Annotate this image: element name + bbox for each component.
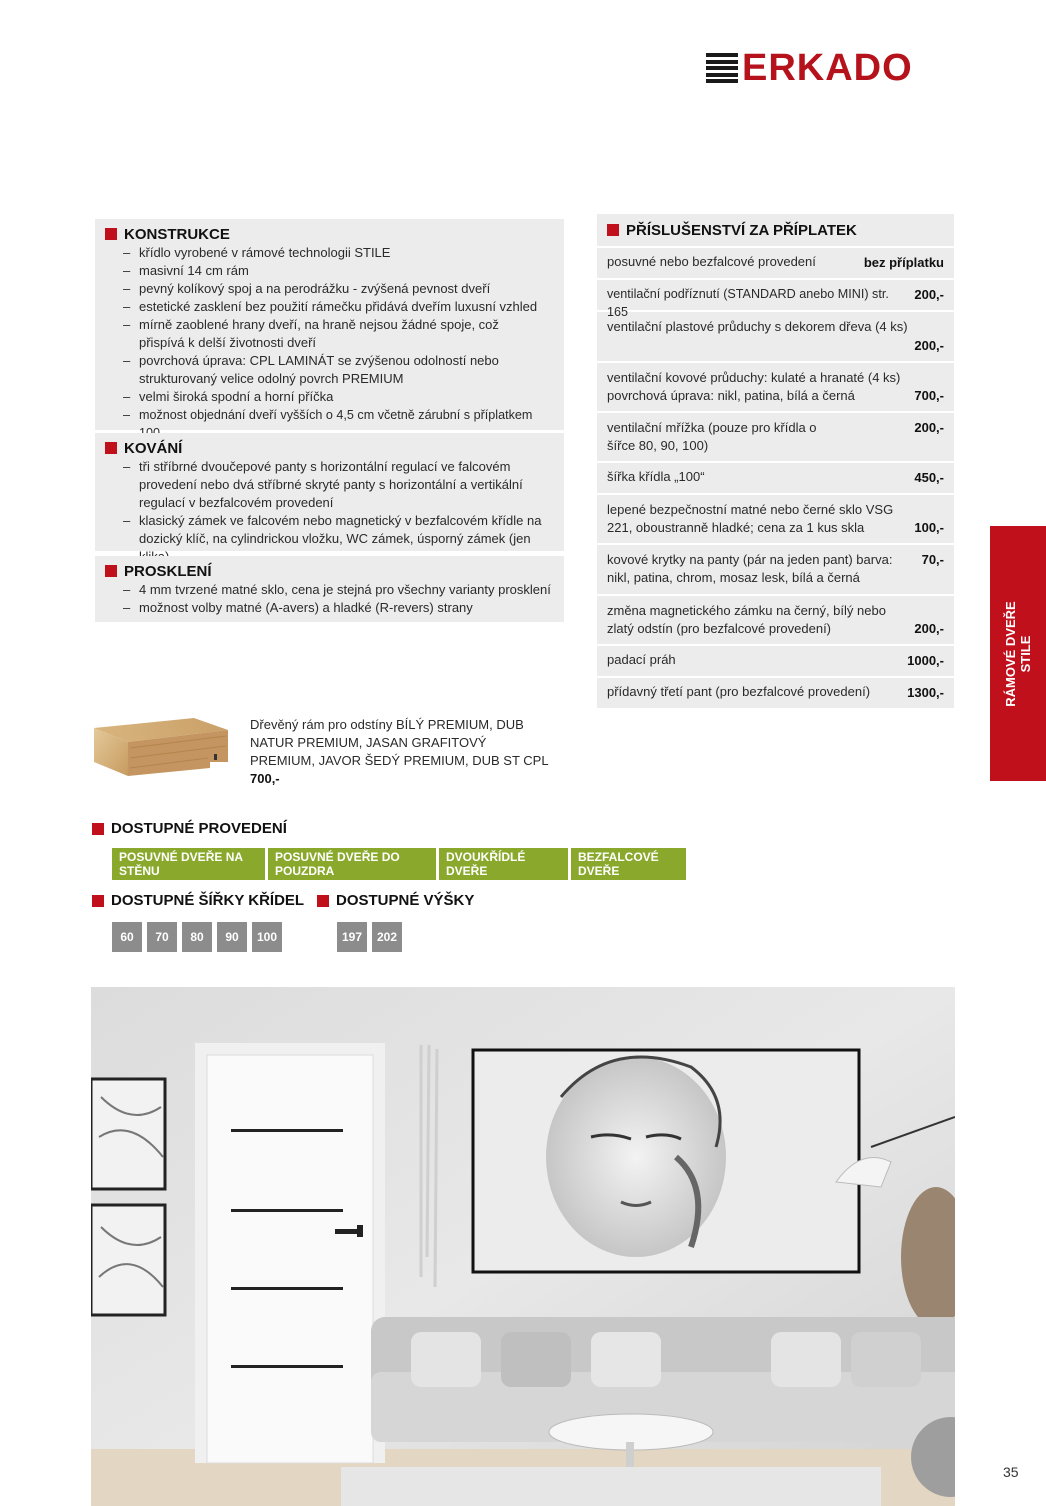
width-chip: 60 (112, 922, 142, 952)
width-chips (112, 922, 282, 952)
logo-text: ERKADO (742, 47, 913, 89)
accessories-table (597, 214, 954, 710)
variant-badge: BEZFALCOVÉ DVEŘE (571, 848, 686, 880)
logo-bars-icon (706, 53, 738, 83)
table-row: ventilační mřížka (pouze pro křídla o šířce 80, 90, 100) 200,- (597, 413, 954, 461)
list-item: – masivní 14 cm rám (105, 262, 554, 280)
red-square-icon (92, 823, 104, 835)
wood-frame-profile-image (90, 716, 230, 778)
height-chip: 202 (372, 922, 402, 952)
table-row: přídavný třetí pant (pro bezfalcové provedení) 1300,- (597, 678, 954, 708)
red-square-icon (92, 895, 104, 907)
red-square-icon (317, 895, 329, 907)
page-number: 35 (1003, 1464, 1019, 1480)
list-item: – možnost volby matné (A-avers) a hladké (R-revers) strany (105, 599, 554, 617)
variant-badge: DVOUKŘÍDLÉ DVEŘE (439, 848, 568, 880)
list-item: – křídlo vyrobené v rámové technologii STILE (105, 244, 554, 262)
category-side-tab (990, 526, 1046, 781)
prosklen-list (105, 581, 554, 617)
width-chip: 70 (147, 922, 177, 952)
list-item: – 4 mm tvrzené matné sklo, cena je stejná pro všechny varianty prosklení (105, 581, 554, 599)
list-item: – možnost objednání dveří vyšších o 4,5 cm včetně zárubní s příplatkem (105, 406, 554, 442)
prosklen-section (95, 556, 564, 622)
kovani-list (105, 458, 554, 566)
table-row: šířka křídla „100“ 450,- (597, 463, 954, 493)
table-row: lepené bezpečnostní matné nebo černé sklo VSG 221, oboustranně hladké; cena za 1 kus skla 100,- (597, 495, 954, 543)
height-chip: 197 (337, 922, 367, 952)
width-chip: 90 (217, 922, 247, 952)
konstrukce-list (105, 244, 554, 442)
frame-price: 700,- (250, 771, 280, 786)
list-item: – pevný kolíkový spoj a na perodrážku - zvýšená pevnost dveří (105, 280, 554, 298)
kovani-section (95, 433, 564, 551)
vysky-heading: DOSTUPNÉ VÝŠKY (317, 892, 474, 909)
konstrukce-section (95, 219, 564, 430)
frame-description: Dřevěný rám pro odstíny BÍLÝ PREMIUM, DUB NATUR PREMIUM, JASAN GRAFITOVÝ PREMIUM, JAVOR ŠEDÝ PREMIUM, DUB ST CPL 700,- (250, 717, 549, 786)
list-item: – velmi široká spodní a horní příčka (105, 388, 554, 406)
variant-badge: POSUVNÉ DVEŘE NA STĚNU (112, 848, 265, 880)
table-row: posuvné nebo bezfalcové provedení bez příplatku (597, 248, 954, 278)
table-row: ventilační kovové průduchy: kulaté a hranaté (4 ks) povrchová úprava: nikl, patina, bílá a černá 700,- (597, 363, 954, 411)
konstrukce-heading: KONSTRUKCE (105, 225, 554, 243)
list-item: – povrchová úprava: CPL LAMINÁT se zvýšenou odolností nebo strukturovaný velice odolný povrch PREMIUM (105, 352, 554, 388)
list-item: – estetické zasklení bez použití rámečku přidává dveřím luxusní vzhled (105, 298, 554, 316)
red-square-icon (105, 565, 117, 577)
width-chip: 100 (252, 922, 282, 952)
table-row: ventilační plastové průduchy s dekorem dřeva (4 ks) 200,- (597, 312, 954, 361)
list-item: – tři stříbrné dvoučepové panty s horizontální regulací ve falcovém provedení nebo dvá stříbrné skryté panty s horizontální a vertikální regulací v bezfalcovém provedení (105, 458, 554, 512)
prosklen-heading: PROSKLENÍ (105, 562, 554, 580)
table-row: změna magnetického zámku na černý, bílý nebo zlatý odstín (pro bezfalcové provedení) 200,- (597, 596, 954, 644)
variant-badge: POSUVNÉ DVEŘE DO POUZDRA (268, 848, 436, 880)
interior-photo (91, 987, 955, 1506)
kovani-heading: KOVÁNÍ (105, 439, 554, 457)
provedeni-heading: DOSTUPNÉ PROVEDENÍ (92, 820, 287, 837)
table-row: padací práh 1000,- (597, 646, 954, 676)
table-row: ventilační podříznutí (STANDARD anebo MINI) str. 165 200,- (597, 280, 954, 310)
sirky-heading: DOSTUPNÉ ŠÍŘKY KŘÍDEL (92, 892, 304, 909)
list-item: – klasický zámek ve falcovém nebo magnetický v bezfalcovém křídle na dozický klíč, na cylindrickou vložku, WC zámek, úsporný zámek (jen (105, 512, 554, 566)
table-row: kovové krytky na panty (pár na jeden pant) barva: nikl, patina, chrom, mosaz lesk, bílá a černá 70,- (597, 545, 954, 594)
height-chips (337, 922, 402, 952)
list-item: – mírně zaoblené hrany dveří, na hraně nejsou žádné spoje, což přispívá k delší životnosti dveří (105, 316, 554, 352)
side-tab-label: RÁMOVÉ DVEŘE STILE (1003, 600, 1033, 707)
red-square-icon (105, 228, 117, 240)
variant-badges (112, 848, 686, 880)
accessories-heading: PŘÍSLUŠENSTVÍ ZA PŘÍPLATEK (597, 214, 954, 246)
erkado-logo (706, 47, 956, 89)
red-square-icon (607, 224, 619, 236)
red-square-icon (105, 442, 117, 454)
width-chip: 80 (182, 922, 212, 952)
